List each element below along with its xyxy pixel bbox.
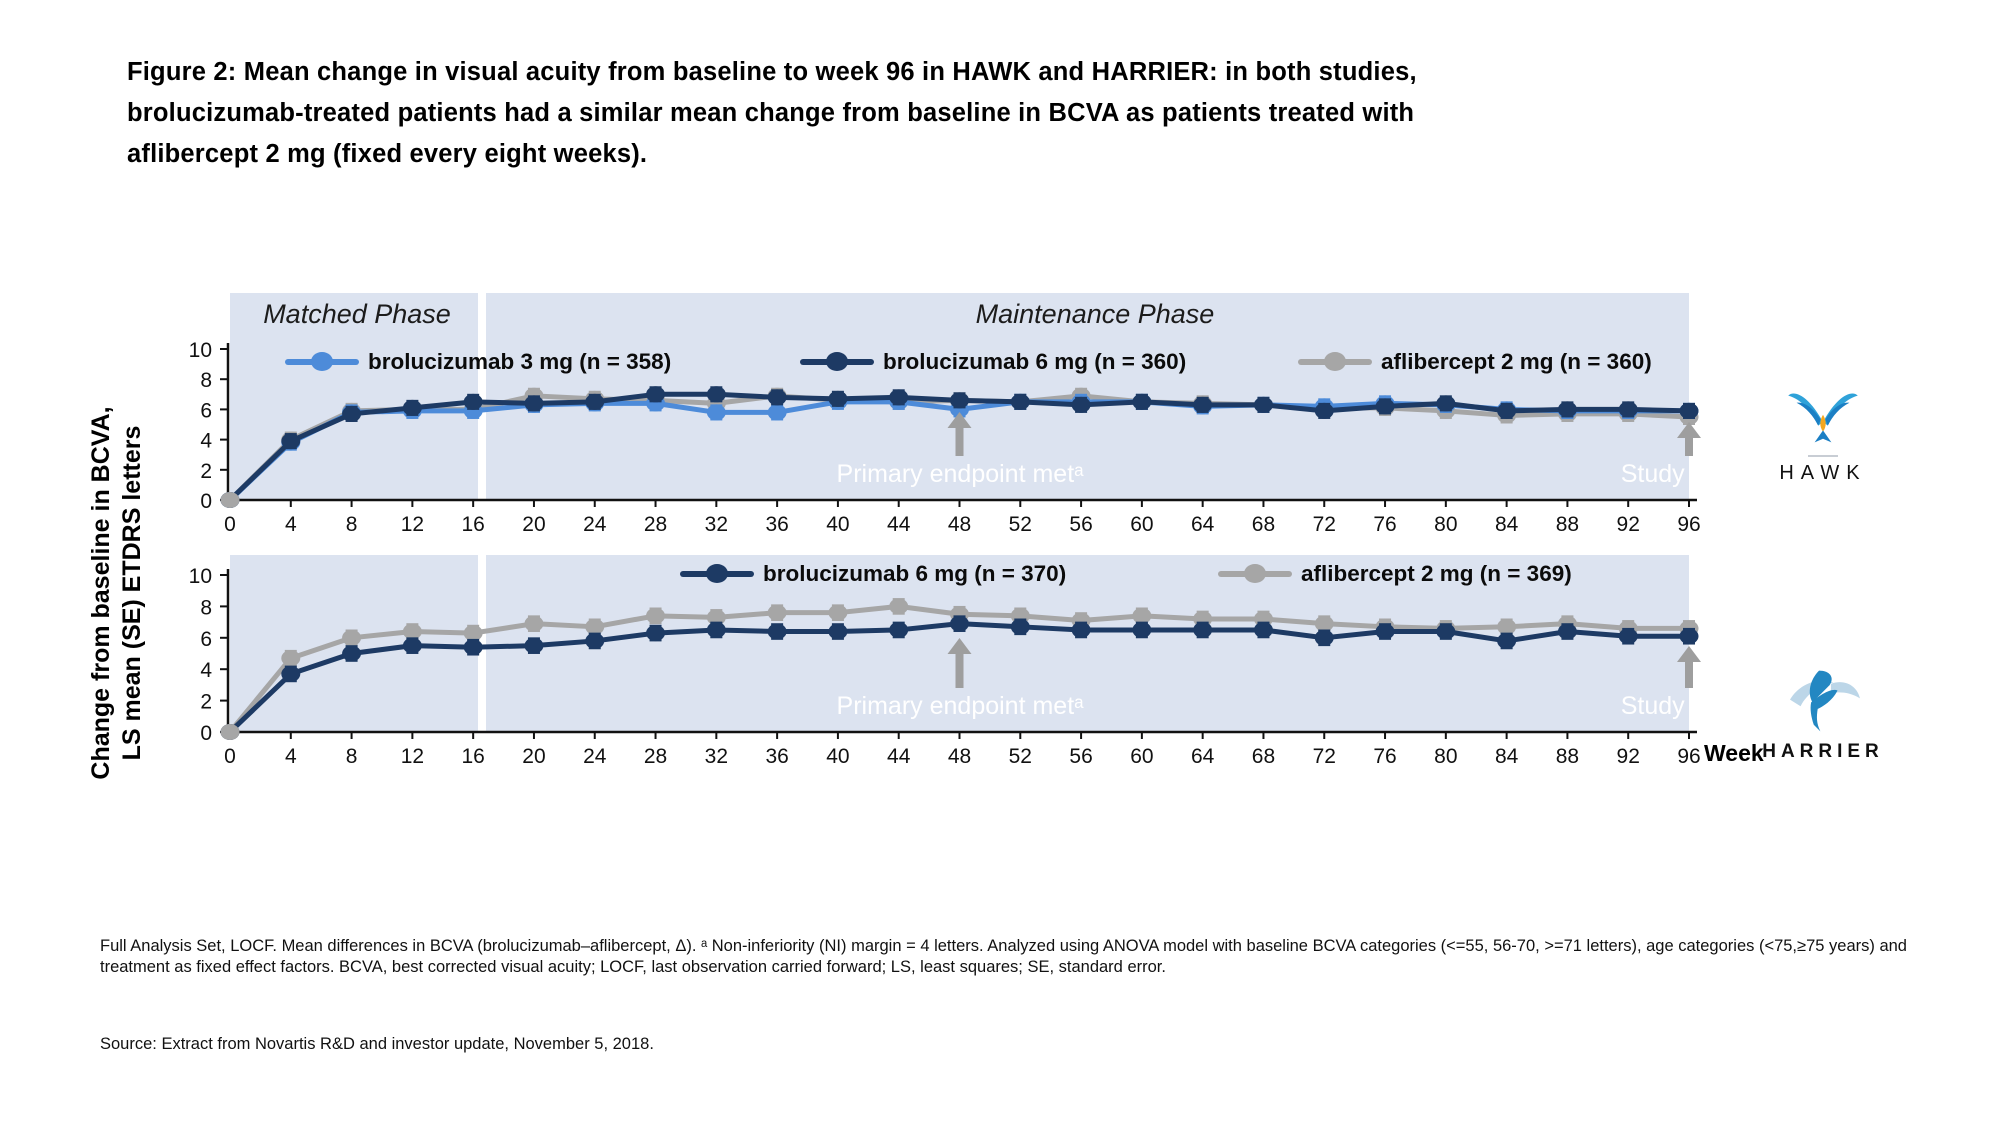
x-tick-label: 80	[1434, 745, 1458, 768]
legend-harrier-aflibercept-2mg	[1218, 559, 1572, 589]
data-point	[1680, 403, 1699, 419]
y-tick-label: 0	[200, 722, 212, 745]
hawk-logo-text: HAWK	[1779, 462, 1867, 484]
data-point	[768, 624, 787, 640]
data-point	[1132, 394, 1151, 410]
data-point	[342, 646, 361, 662]
data-point	[646, 608, 665, 624]
data-point	[464, 394, 483, 410]
data-point	[1497, 619, 1516, 635]
legend-marker-icon	[1218, 561, 1292, 587]
legend-label: brolucizumab 6 mg (n = 370)	[763, 561, 1067, 586]
harrier-study-end-box: Study end	[1620, 692, 1734, 720]
data-point	[646, 625, 665, 641]
y-tick-label: 8	[200, 369, 212, 393]
data-point	[1558, 624, 1577, 640]
figure-title: Figure 2: Mean change in visual acuity from baseline to week 96 in HAWK and HARRIER: in both studies, brolucizumab-treated patients had a similar mean change from baseline in BCVA as patients treated with aflibercept 2 mg (fixed every eight weeks).	[127, 58, 1417, 168]
maintenance-phase-label: Maintenance Phase	[975, 299, 1215, 329]
x-tick-label: 40	[826, 745, 850, 768]
x-tick-label: 60	[1130, 745, 1154, 768]
x-tick-label: 16	[461, 513, 485, 536]
data-point	[889, 622, 908, 638]
data-point	[524, 616, 543, 632]
x-tick-label: 80	[1434, 513, 1458, 536]
data-point	[1436, 624, 1455, 640]
x-tick-label: 36	[765, 745, 789, 768]
data-point	[1376, 398, 1395, 414]
x-tick-label: 92	[1616, 513, 1640, 536]
x-tick-label: 72	[1312, 513, 1336, 536]
source-line: Source: Extract from Novartis R&D and investor update, November 5, 2018.	[100, 1035, 654, 1053]
x-tick-label: 68	[1251, 745, 1276, 768]
data-point	[585, 619, 604, 635]
data-point	[342, 406, 361, 422]
legend-marker-icon	[285, 349, 359, 375]
x-tick-label: 76	[1373, 513, 1397, 536]
data-point	[768, 404, 787, 420]
data-point	[524, 638, 543, 654]
x-tick-label: 40	[826, 513, 850, 536]
data-point	[646, 386, 665, 402]
x-tick-label: 12	[400, 513, 425, 536]
harrier-logo	[1758, 668, 1888, 763]
x-tick-label: 92	[1616, 745, 1640, 768]
x-tick-label: 88	[1555, 745, 1580, 768]
y-tick-label: 2	[200, 459, 212, 483]
hawk-primary-endpoint-box: Primary endpoint metᵃ	[836, 460, 1084, 488]
data-point	[707, 622, 726, 638]
x-tick-label: 0	[224, 513, 236, 536]
y-axis-label	[86, 323, 150, 863]
data-point	[1436, 395, 1455, 411]
x-tick-label: 48	[947, 745, 972, 768]
data-point	[828, 605, 847, 621]
x-tick-label: 24	[583, 513, 607, 536]
x-tick-label: 32	[704, 513, 729, 536]
x-tick-label: 48	[947, 513, 972, 536]
x-tick-label: 28	[643, 513, 668, 536]
data-point	[828, 391, 847, 407]
legend-hawk-brolucizumab-6mg	[800, 347, 1186, 377]
data-point	[585, 394, 604, 410]
x-tick-label: 16	[461, 745, 485, 768]
x-tick-label: 84	[1494, 513, 1519, 536]
data-point	[1132, 622, 1151, 638]
x-tick-label: 8	[345, 513, 358, 536]
x-tick-label: 96	[1677, 513, 1701, 536]
y-tick-label: 4	[200, 429, 212, 453]
x-tick-label: 28	[643, 745, 668, 768]
legend-label: aflibercept 2 mg (n = 360)	[1381, 349, 1652, 374]
x-tick-label: 8	[345, 745, 358, 768]
legend-label: brolucizumab 6 mg (n = 360)	[883, 349, 1187, 374]
data-point	[889, 389, 908, 405]
x-tick-label: 64	[1190, 745, 1215, 768]
data-point	[281, 666, 300, 682]
legend-label: aflibercept 2 mg (n = 369)	[1301, 561, 1572, 586]
legend-label: brolucizumab 3 mg (n = 358)	[368, 349, 672, 374]
data-point	[281, 433, 300, 449]
data-point	[1497, 403, 1516, 419]
legend-marker-icon	[1298, 349, 1372, 375]
x-tick-label: 56	[1069, 513, 1093, 536]
x-tick-label: 88	[1555, 513, 1580, 536]
x-tick-label: 44	[887, 745, 911, 768]
data-point	[1376, 624, 1395, 640]
data-point	[1254, 622, 1273, 638]
data-point	[1072, 622, 1091, 638]
y-tick-label: 6	[200, 399, 212, 423]
legend-marker-icon	[680, 561, 754, 587]
data-point	[1619, 628, 1638, 644]
y-axis-label-line2: LS mean (SE) ETDRS letters	[118, 425, 146, 761]
data-point	[1193, 622, 1212, 638]
footnote: Full Analysis Set, LOCF. Mean differences in BCVA (brolucizumab–aflibercept, Δ). ᵃ Non-inferiority (NI) margin = 4 letters. Analyzed using ANOVA model with baseline BCVA categories (<=55, 56-70, >=71 letters), age categories (<75,≥75 years) and treatment as fixed effect factors. BCVA, best corrected visual acuity; LOCF, last observation carried forward; LS, least squares; SE, standard error.	[100, 937, 1907, 976]
x-tick-label: 44	[887, 513, 911, 536]
y-tick-label: 10	[188, 339, 212, 362]
data-point	[1132, 608, 1151, 624]
y-tick-label: 10	[188, 565, 212, 588]
x-tick-label: 64	[1190, 513, 1215, 536]
x-tick-label: 32	[704, 745, 729, 768]
x-tick-label: 52	[1008, 745, 1032, 768]
hawk-logo-divider	[1808, 455, 1838, 457]
data-point	[1072, 397, 1091, 413]
x-tick-label: 84	[1494, 745, 1519, 768]
y-tick-label: 8	[200, 596, 212, 620]
x-tick-label: 60	[1130, 513, 1154, 536]
y-tick-label: 0	[200, 490, 212, 513]
data-point	[585, 633, 604, 649]
x-tick-label: 20	[522, 745, 546, 768]
x-tick-label: 20	[522, 513, 546, 536]
data-point	[1315, 630, 1334, 646]
matched-phase-label: Matched Phase	[263, 299, 451, 329]
data-point	[464, 625, 483, 641]
data-point	[403, 400, 422, 416]
data-point	[1011, 394, 1030, 410]
harrier-logo-icon	[1773, 668, 1873, 734]
x-tick-label: 96	[1677, 745, 1701, 768]
legend-hawk-brolucizumab-3mg	[285, 347, 671, 377]
x-tick-label: 4	[284, 745, 297, 768]
y-tick-label: 4	[200, 659, 212, 683]
data-point	[889, 598, 908, 614]
x-tick-label: 24	[583, 745, 607, 768]
data-point	[281, 650, 300, 666]
x-tick-label: 0	[224, 745, 236, 768]
data-point	[403, 624, 422, 640]
hawk-study-end-box: Study end	[1620, 460, 1734, 488]
data-point	[950, 616, 969, 632]
data-point	[1254, 397, 1273, 413]
hawk-logo	[1758, 386, 1888, 485]
x-tick-label: 56	[1069, 745, 1093, 768]
data-point	[1497, 633, 1516, 649]
harrier-logo-text: HARRIER	[1762, 741, 1884, 762]
baseline-point	[221, 724, 240, 740]
data-point	[342, 630, 361, 646]
legend-hawk-aflibercept-2mg	[1298, 347, 1652, 377]
data-point	[768, 389, 787, 405]
legend-marker-icon	[800, 349, 874, 375]
y-axis-label-line1: Change from baseline in BCVA,	[87, 406, 115, 780]
data-point	[1011, 619, 1030, 635]
data-point	[403, 638, 422, 654]
x-tick-label: 68	[1251, 513, 1276, 536]
data-point	[464, 639, 483, 655]
data-point	[950, 392, 969, 408]
data-point	[707, 386, 726, 402]
baseline-point	[221, 492, 240, 508]
x-tick-label: 76	[1373, 745, 1397, 768]
data-point	[828, 624, 847, 640]
x-tick-label: 72	[1312, 745, 1336, 768]
y-tick-label: 6	[200, 627, 212, 651]
data-point	[1680, 628, 1699, 644]
y-tick-label: 2	[200, 690, 212, 714]
x-axis-week-label: Week	[1704, 740, 1764, 766]
data-point	[707, 404, 726, 420]
data-point	[1315, 616, 1334, 632]
x-tick-label: 12	[400, 745, 425, 768]
data-point	[1619, 401, 1638, 417]
data-point	[768, 605, 787, 621]
x-tick-label: 52	[1008, 513, 1032, 536]
data-point	[1193, 397, 1212, 413]
hawk-logo-icon	[1773, 386, 1873, 446]
data-point	[1315, 403, 1334, 419]
x-tick-label: 4	[284, 513, 297, 536]
harrier-primary-endpoint-box: Primary endpoint metᵃ	[836, 692, 1084, 720]
x-tick-label: 36	[765, 513, 789, 536]
legend-harrier-brolucizumab-6mg	[680, 559, 1066, 589]
data-point	[1558, 401, 1577, 417]
data-point	[524, 395, 543, 411]
